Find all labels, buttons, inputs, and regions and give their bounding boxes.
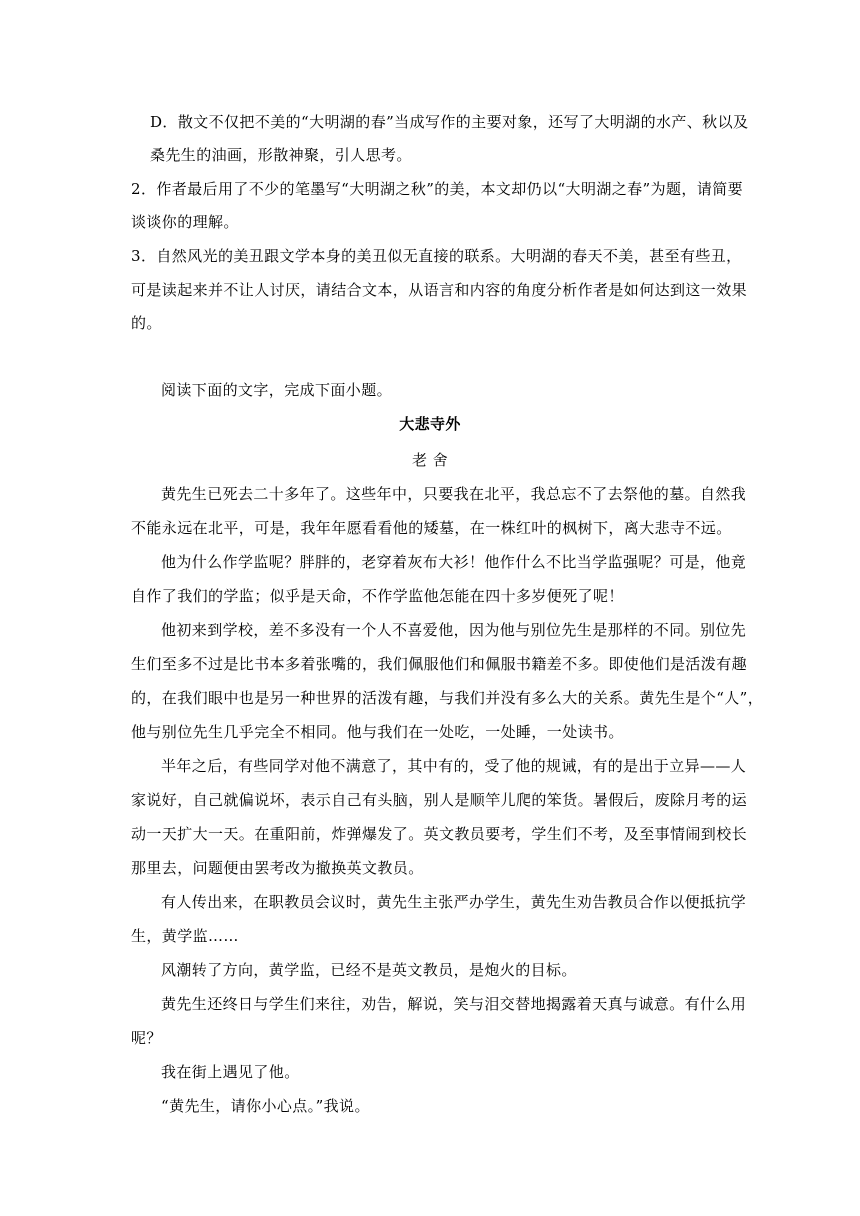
paragraph-3-line-2: 生们至多不过是比书本多着张嘴的，我们佩服他们和佩服书籍差不多。即使他们是活泼有趣 xyxy=(131,655,748,673)
paragraph-4-line-4: 那里去，问题便由罢考改为撤换英文教员。 xyxy=(131,859,424,877)
paragraph-9-line-1: “黄先生，请你小心点。”我说。 xyxy=(161,1097,370,1115)
option-d-line-1: D．散文不仅把不美的“大明湖的春”当成写作的主要对象，还写了大明湖的水产、秋以及 xyxy=(150,113,749,131)
paragraph-3-line-1: 他初来到学校，差不多没有一个人不喜爱他，因为他与别位先生是那样的不同。别位先 xyxy=(161,621,747,639)
article-author: 老 舍 xyxy=(412,451,448,469)
paragraph-4-line-3: 动一天扩大一天。在重阳前，炸弹爆发了。英文教员要考，学生们不考，及至事情闹到校长 xyxy=(131,825,748,843)
paragraph-4-line-2: 家说好，自己就偏说坏，表示自己有头脑，别人是顺竿儿爬的笨货。暑假后，废除月考的运 xyxy=(131,791,748,809)
paragraph-7-line-1: 黄先生还终日与学生们来往，劝告，解说，笑与泪交替地揭露着天真与诚意。有什么用 xyxy=(161,995,747,1013)
paragraph-2-line-1: 他为什么作学监呢？胖胖的，老穿着灰布大衫！他作什么不比当学监强呢？可是，他竟 xyxy=(161,553,747,571)
article-title: 大悲寺外 xyxy=(399,415,461,433)
paragraph-5-line-1: 有人传出来，在职教员会议时，黄先生主张严办学生，黄先生劝告教员合作以便抵抗学 xyxy=(161,893,747,911)
paragraph-4-line-1: 半年之后，有些同学对他不满意了，其中有的，受了他的规诫，有的是出于立异——人 xyxy=(161,757,747,775)
reading-instruction: 阅读下面的文字，完成下面小题。 xyxy=(161,381,393,399)
option-d-line-2: 桑先生的油画，形散神聚，引人思考。 xyxy=(150,146,412,164)
paragraph-8-line-1: 我在街上遇见了他。 xyxy=(161,1063,300,1081)
question-2-line-1: 2．作者最后用了不少的笔墨写“大明湖之秋”的美，本文却仍以“大明湖之春”为题，请简要 xyxy=(131,180,744,198)
paragraph-5-line-2: 生，黄学监…… xyxy=(131,927,239,945)
question-3-line-3: 的。 xyxy=(131,314,162,332)
question-3-line-1: 3．自然风光的美丑跟文学本身的美丑似无直接的联系。大明湖的春天不美，甚至有些丑， xyxy=(131,247,742,265)
paragraph-6-line-1: 风潮转了方向，黄学监，已经不是英文教员，是炮火的目标。 xyxy=(161,961,577,979)
paragraph-1-line-2: 不能永远在北平，可是，我年年愿看看他的矮墓，在一株红叶的枫树下，离大悲寺不远。 xyxy=(131,519,732,537)
paragraph-7-line-2: 呢？ xyxy=(131,1029,162,1047)
question-3-line-2: 可是读起来并不让人讨厌，请结合文本，从语言和内容的角度分析作者是如何达到这一效果 xyxy=(131,281,748,299)
question-2-line-2: 谈谈你的理解。 xyxy=(131,213,239,231)
paragraph-3-line-3: 的，在我们眼中也是另一种世界的活泼有趣，与我们并没有多么大的关系。黄先生是个“人”， xyxy=(131,689,764,707)
paragraph-2-line-2: 自作了我们的学监；似乎是天命，不作学监他怎能在四十多岁便死了呢！ xyxy=(131,587,624,605)
paragraph-1-line-1: 黄先生已死去二十多年了。这些年中，只要我在北平，我总忘不了去祭他的墓。自然我 xyxy=(161,485,747,503)
paragraph-3-line-4: 他与别位先生几乎完全不相同。他与我们在一处吃，一处睡，一处读书。 xyxy=(131,723,624,741)
